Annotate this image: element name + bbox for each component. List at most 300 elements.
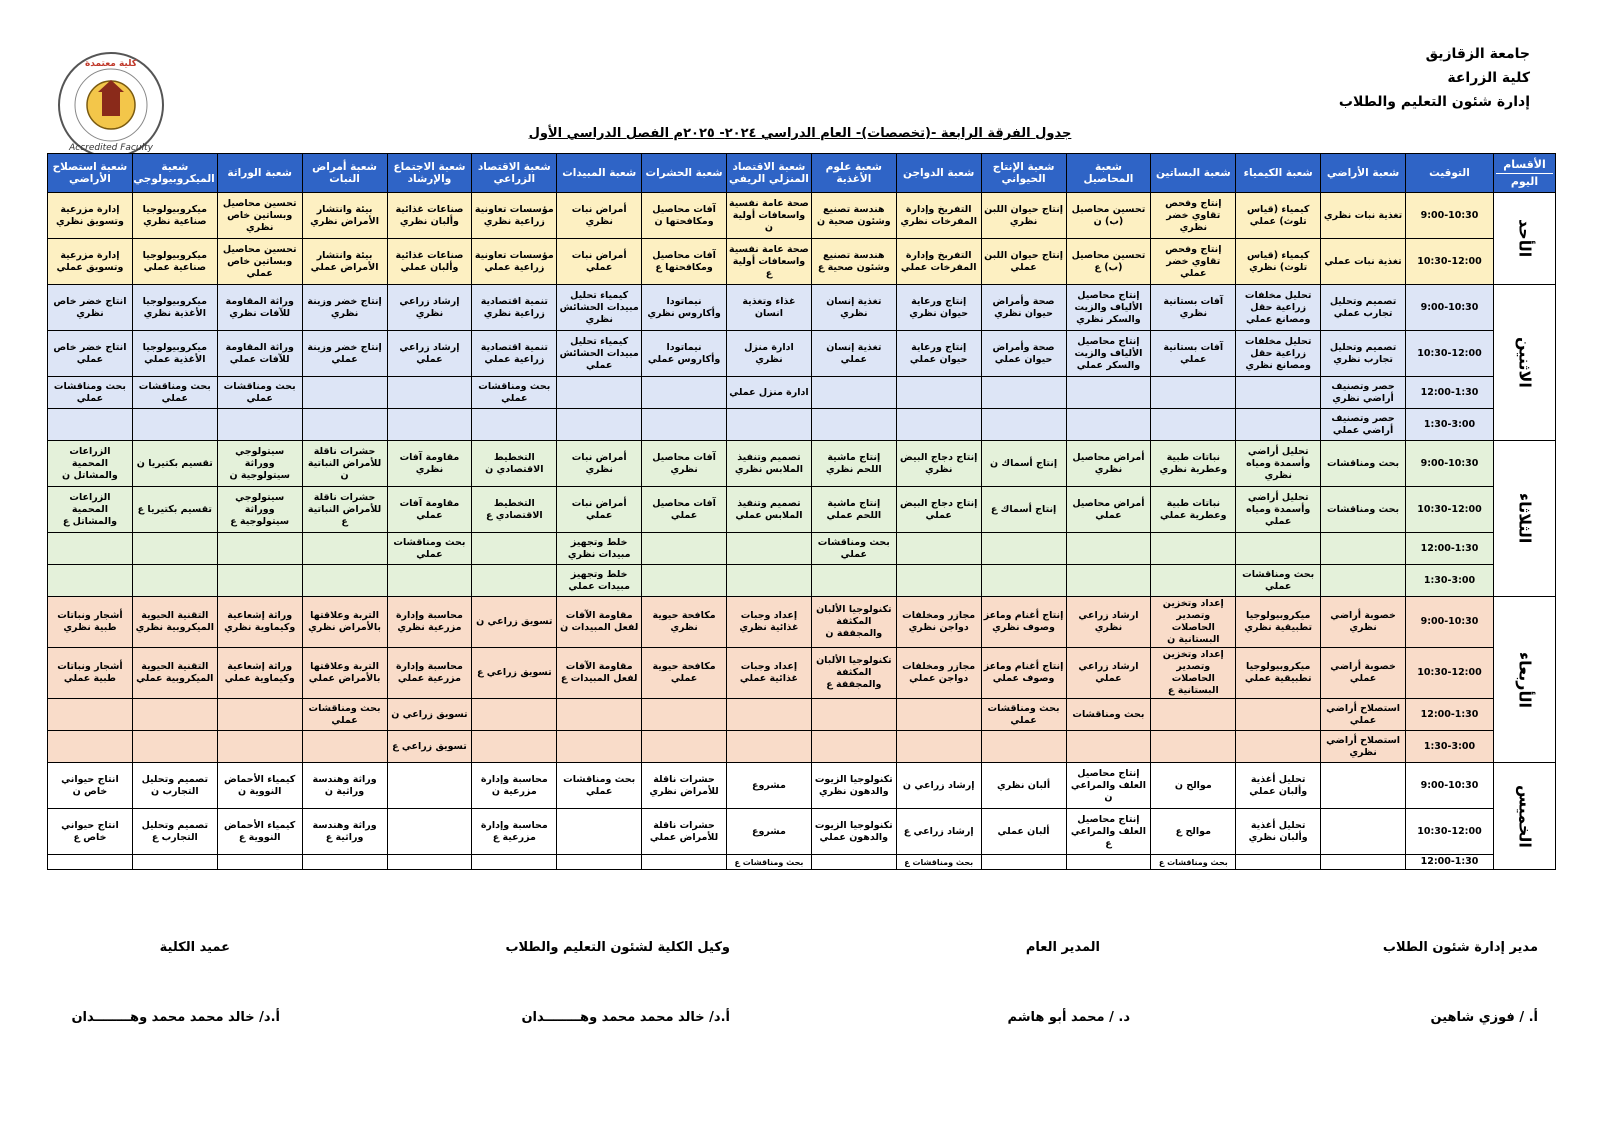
schedule-cell: بحث ومناقشات عملي [811,533,896,565]
schedule-cell: مشروع [727,809,812,855]
section-column-header: شعبة الميكروبيولوجي [132,154,217,193]
signature-title-students-affairs: مدير إدارة شئون الطلاب [1382,940,1538,955]
schedule-cell [217,533,302,565]
schedule-cell: تغذية إنسان نظري [811,285,896,331]
schedule-cell: تصميم وتحليل التجارب ن [132,763,217,809]
schedule-cell: التربة وعلاقتها بالأمراض نظري [302,597,387,648]
schedule-cell [302,533,387,565]
schedule-cell [132,731,217,763]
day-cell: الأربعاء [1494,597,1556,763]
section-column-header: شعبة البساتين [1151,154,1236,193]
section-column-header: شعبة الاقتصاد المنزلي الريفي [727,154,812,193]
schedule-cell: بحث ومناقشات ع [727,855,812,870]
schedule-cell [557,377,642,409]
section-column-header: شعبة الإنتاج الحيواني [981,154,1066,193]
schedule-cell: تصميم وتنفيذ الملابس نظري [727,441,812,487]
schedule-cell [811,409,896,441]
schedule-cell [302,409,387,441]
schedule-cell: مكافحة حيوية نظري [642,597,727,648]
schedule-cell [472,855,557,870]
schedule-cell: بيئة وانتشار الأمراض عملي [302,239,387,285]
schedule-cell: صناعات غذائية وألبان نظري [387,193,472,239]
schedule-cell [48,409,133,441]
schedule-cell: بحث ومناقشات عملي [387,533,472,565]
time-cell: 9:00-10:30 [1406,763,1494,809]
schedule-cell: إرشاد زراعي ن [896,763,981,809]
schedule-cell: بحث ومناقشات عملي [48,377,133,409]
logo-text-top: كلية معتمدة [84,59,138,69]
schedule-cell: إرشاد زراعي ع [896,809,981,855]
time-cell: 10:30-12:00 [1406,809,1494,855]
schedule-cell: محاسبة وإدارة مزرعية ع [472,809,557,855]
schedule-cell: محاسبة وإدارة مزرعية عملي [387,648,472,699]
schedule-cell: تحليل مخلفات زراعية حقل ومصانع عملي [1236,285,1321,331]
section-column-header: شعبة الاقتصاد الزراعي [472,154,557,193]
schedule-cell: إعداد وتخزين وتصدير الحاصلات البستانية ن [1151,597,1236,648]
schedule-cell: تصميم وتحليل التجارب ع [132,809,217,855]
section-column-header: شعبة المبيدات [557,154,642,193]
schedule-cell [811,377,896,409]
schedule-cell: ألبان نظري [981,763,1066,809]
schedule-cell: كيمياء الأحماض النووية ن [217,763,302,809]
schedule-cell: حشرات ناقلة للأمراض نظري [642,763,727,809]
time-cell: 12:00-1:30 [1406,533,1494,565]
schedule-cell [387,855,472,870]
schedule-cell: ميكروبيولوجيا الأغذية نظري [132,285,217,331]
schedule-table-wrapper [47,153,1555,870]
schedule-cell: تصميم وتنفيذ الملابس عملي [727,487,812,533]
schedule-cell [1236,699,1321,731]
schedule-cell: كيمياء (قياس تلوث) عملي [1236,193,1321,239]
table-row [48,597,1556,648]
schedule-cell [896,377,981,409]
schedule-cell: آفات محاصيل ومكافحتها ع [642,239,727,285]
schedule-cell [727,699,812,731]
schedule-cell [217,731,302,763]
table-row [48,487,1556,533]
schedule-cell [557,855,642,870]
schedule-cell [896,565,981,597]
schedule-cell [48,731,133,763]
schedule-cell: نباتات طبية وعطرية عملي [1151,487,1236,533]
table-row [48,648,1556,699]
schedule-cell: صحة عامة نفسية واسعافات أولية ع [727,239,812,285]
logo-text-bottom: Accredited Faculty [69,143,153,153]
schedule-cell: تسويق زراعي ع [387,731,472,763]
schedule-cell [1321,533,1406,565]
table-row [48,377,1556,409]
schedule-cell: حصر وتصنيف أراضي عملي [1321,409,1406,441]
schedule-cell: التخطيط الاقتصادي ع [472,487,557,533]
schedule-cell [387,565,472,597]
schedule-cell [132,409,217,441]
schedule-cell: تحسين محاصيل وبساتين خاص نظري [217,193,302,239]
signature-name-students-affairs: أ. / فوزي شاهين [1430,1010,1538,1025]
schedule-cell [1151,409,1236,441]
schedule-cell: وراثة المقاومة للآفات نظري [217,285,302,331]
schedule-cell: إنتاج أغنام وماعز وصوف نظري [981,597,1066,648]
schedule-cell [132,855,217,870]
schedule-cell [1151,565,1236,597]
schedule-cell: أمراض محاصيل عملي [1066,487,1151,533]
schedule-cell: هندسة تصنيع وشئون صحية ن [811,193,896,239]
schedule-cell: غذاء وتغذية انسان [727,285,812,331]
day-label: اليوم [1496,173,1553,188]
time-cell: 10:30-12:00 [1406,239,1494,285]
schedule-cell [642,409,727,441]
schedule-cell: أشجار ونباتات طبية عملي [48,648,133,699]
schedule-cell [896,533,981,565]
schedule-cell [557,699,642,731]
schedule-cell [387,409,472,441]
schedule-cell: تكنولوجيا الألبان المكثفة والمجففة ع [811,648,896,699]
table-row [48,731,1556,763]
schedule-cell [387,763,472,809]
schedule-cell [642,533,727,565]
schedule-cell: تغذية نبات عملي [1321,239,1406,285]
schedule-cell: ميكروبيولوجيا تطبيقية نظري [1236,597,1321,648]
schedule-cell: إدارة مزرعية وتسويق عملي [48,239,133,285]
schedule-cell: انتاج خضر خاص نظري [48,285,133,331]
signature-title-general-manager: المدير العام [1025,940,1100,955]
section-column-header: شعبة الحشرات [642,154,727,193]
schedule-cell [642,855,727,870]
schedule-cell [727,731,812,763]
schedule-cell: كيمياء تحليل مبيدات الحشائش عملي [557,331,642,377]
schedule-cell: تكنولوجيا الألبان المكثفة والمجففة ن [811,597,896,648]
schedule-cell [302,565,387,597]
schedule-cell: إنتاج حيوان اللبن عملي [981,239,1066,285]
schedule-cell: آفات محاصيل نظري [642,441,727,487]
schedule-cell: تسويق زراعي ن [387,699,472,731]
schedule-cell: حشرات ناقلة للأمراض عملي [642,809,727,855]
schedule-cell: تغذية نبات نظري [1321,193,1406,239]
sections-label: الأقسام [1503,157,1546,171]
schedule-cell: آفات بستانية عملي [1151,331,1236,377]
schedule-cell [302,731,387,763]
schedule-cell: تقسيم بكتيريا ع [132,487,217,533]
schedule-cell: محاسبة وإدارة مزرعية نظري [387,597,472,648]
schedule-cell: إنتاج محاصيل الألياف والزيت والسكر نظري [1066,285,1151,331]
schedule-cell: أشجار ونباتات طبية نظري [48,597,133,648]
schedule-cell [981,409,1066,441]
time-cell: 12:00-1:30 [1406,699,1494,731]
schedule-cell [1066,377,1151,409]
schedule-cell [1236,409,1321,441]
time-cell: 10:30-12:00 [1406,331,1494,377]
schedule-cell: تحسين محاصيل وبساتين خاص عملي [217,239,302,285]
table-row [48,285,1556,331]
schedule-cell: خلط وتجهيز مبيدات نظري [557,533,642,565]
table-row [48,533,1556,565]
schedule-cell: صحة وأمراض حيوان نظري [981,285,1066,331]
schedule-cell [48,565,133,597]
schedule-cell [1066,855,1151,870]
schedule-cell [981,565,1066,597]
time-column-header: التوقيت [1406,154,1494,193]
section-column-header: شعبة الوراثة [217,154,302,193]
schedule-cell [642,731,727,763]
schedule-cell: مؤسسات تعاونية زراعية عملي [472,239,557,285]
schedule-cell [811,731,896,763]
section-column-header: شعبة علوم الأغذية [811,154,896,193]
schedule-cell: كيمياء (قياس تلوث) نظري [1236,239,1321,285]
schedule-cell: محاسبة وإدارة مزرعية ن [472,763,557,809]
schedule-cell [302,855,387,870]
schedule-cell: إنتاج دجاج البيض نظري [896,441,981,487]
schedule-cell: تكنولوجيا الزيوت والدهون نظري [811,763,896,809]
schedule-cell: مكافحة حيوية عملي [642,648,727,699]
schedule-cell: ارشاد زراعي نظري [1066,597,1151,648]
schedule-cell: آفات بستانية نظري [1151,285,1236,331]
schedule-cell: وراثة المقاومة للآفات عملي [217,331,302,377]
schedule-cell: إنتاج محاصيل العلف والمراعي ع [1066,809,1151,855]
schedule-cell: خلط وتجهيز مبيدات عملي [557,565,642,597]
schedule-cell [217,565,302,597]
schedule-cell: هندسة تصنيع وشئون صحية ع [811,239,896,285]
schedule-cell: ألبان عملي [981,809,1066,855]
day-cell: الاثنين [1494,285,1556,441]
schedule-cell: نباتات طبية وعطرية نظري [1151,441,1236,487]
schedule-cell [896,409,981,441]
schedule-cell: تنمية اقتصادية زراعية نظري [472,285,557,331]
schedule-cell [48,855,133,870]
signature-name-dean: أ.د/ خالد محمد محمد وهــــــــدان [71,1010,280,1025]
schedule-cell: سيتولوجي ووراثة سيتولوجية ع [217,487,302,533]
schedule-cell [1151,377,1236,409]
schedule-cell: تغذية إنسان عملي [811,331,896,377]
schedule-cell: إرشاد زراعي عملي [387,331,472,377]
schedule-cell [557,731,642,763]
schedule-cell: بحث ومناقشات [1066,699,1151,731]
schedule-cell: بحث ومناقشات ع [1151,855,1236,870]
schedule-cell: آفات محاصيل عملي [642,487,727,533]
faculty-name: كلية الزراعة [1447,70,1530,86]
table-row [48,441,1556,487]
table-row [48,855,1556,870]
schedule-cell [302,377,387,409]
day-cell: الثلاثاء [1494,441,1556,597]
section-column-header: شعبة أمراض النبات [302,154,387,193]
schedule-cell: إنتاج دجاج البيض عملي [896,487,981,533]
schedule-cell: ميكروبيولوجيا تطبيقية عملي [1236,648,1321,699]
table-row [48,763,1556,809]
page-header [1339,42,1530,114]
schedule-cell [217,699,302,731]
schedule-cell: التربة وعلاقتها بالأمراض عملي [302,648,387,699]
schedule-cell: استصلاح أراضي عملي [1321,699,1406,731]
schedule-cell: الزراعات المحمية والمشاتل ع [48,487,133,533]
schedule-cell: إنتاج وفحص تقاوي خضر عملي [1151,239,1236,285]
schedule-cell: حصر وتصنيف أراضي نظري [1321,377,1406,409]
schedule-cell: مجازر ومخلفات دواجن عملي [896,648,981,699]
schedule-cell: كيمياء الأحماض النووية ع [217,809,302,855]
schedule-cell: تحسين محاصيل (ب) ن [1066,193,1151,239]
schedule-cell [811,699,896,731]
schedule-cell [642,565,727,597]
table-row [48,193,1556,239]
schedule-cell [727,533,812,565]
schedule-cell: بحث ومناقشات عملي [217,377,302,409]
schedule-cell [472,565,557,597]
schedule-cell: مجازر ومخلفات دواجن نظري [896,597,981,648]
section-column-header: شعبة الأراضي [1321,154,1406,193]
schedule-cell: ميكروبيولوجيا صناعية نظري [132,193,217,239]
schedule-cell: مؤسسات تعاونية زراعية نظري [472,193,557,239]
schedule-cell: انتاج حيواني خاص ن [48,763,133,809]
university-name: جامعة الزقازيق [1425,46,1530,62]
schedule-cell: وراثة إشعاعية وكيماوية نظري [217,597,302,648]
schedule-cell: تسويق زراعي ن [472,597,557,648]
schedule-cell: الزراعات المحمية والمشاتل ن [48,441,133,487]
schedule-cell: مقاومة آفات عملي [387,487,472,533]
schedule-cell: إنتاج أسماك ع [981,487,1066,533]
schedule-cell: التفريخ وإدارة المفرخات نظري [896,193,981,239]
schedule-cell [1151,533,1236,565]
schedule-cell [557,409,642,441]
schedule-cell [1066,533,1151,565]
schedule-cell [981,855,1066,870]
schedule-cell: إنتاج أسماك ن [981,441,1066,487]
schedule-cell [1236,377,1321,409]
schedule-cell [472,409,557,441]
schedule-cell: إنتاج محاصيل الألياف والزيت والسكر عملي [1066,331,1151,377]
time-cell: 1:30-3:00 [1406,409,1494,441]
schedule-cell: نيماتودا وأكاروس نظري [642,285,727,331]
signature-name-vice-dean: أ.د/ خالد محمد محمد وهــــــــدان [521,1010,730,1025]
schedule-cell: ادارة منزل عملي [727,377,812,409]
schedule-cell: مقاومة الآفات لفعل المبيدات ع [557,648,642,699]
schedule-cell: تقسيم بكتيريا ن [132,441,217,487]
schedule-cell: إعداد وجبات غذائية عملي [727,648,812,699]
schedule-cell [132,533,217,565]
schedule-cell: مقاومة آفات نظري [387,441,472,487]
schedule-cell [896,699,981,731]
signature-name-general-manager: د. / محمد أبو هاشم [1007,1010,1130,1025]
schedule-cell: كيمياء تحليل مبيدات الحشائش نظري [557,285,642,331]
table-row [48,565,1556,597]
schedule-cell [1151,731,1236,763]
day-cell: الخميس [1494,763,1556,870]
schedule-cell: إنتاج وفحص تقاوي خضر نظري [1151,193,1236,239]
schedule-cell [48,699,133,731]
schedule-cell: بحث ومناقشات عملي [557,763,642,809]
section-column-header: شعبة الكيمياء [1236,154,1321,193]
schedule-cell [472,699,557,731]
schedule-cell [1066,409,1151,441]
schedule-cell: تسويق زراعي ع [472,648,557,699]
time-cell: 10:30-12:00 [1406,648,1494,699]
schedule-cell: أمراض نبات نظري [557,441,642,487]
schedule-cell: ادارة منزل نظري [727,331,812,377]
faculty-logo [56,50,166,160]
schedule-cell: مشروع [727,763,812,809]
schedule-cell: إنتاج ورعاية حيوان عملي [896,331,981,377]
schedule-cell: بيئة وانتشار الأمراض نظري [302,193,387,239]
schedule-cell [1236,731,1321,763]
time-cell: 10:30-12:00 [1406,487,1494,533]
time-cell: 9:00-10:30 [1406,597,1494,648]
schedule-cell: انتاج خضر خاص عملي [48,331,133,377]
schedule-cell: ميكروبيولوجيا صناعية عملي [132,239,217,285]
schedule-cell: حشرات ناقلة للأمراض النباتية ع [302,487,387,533]
section-column-header: شعبة استصلاح الأراضي [48,154,133,193]
schedule-cell: إنتاج أغنام وماعز وصوف عملي [981,648,1066,699]
signature-title-vice-dean: وكيل الكلية لشئون التعليم والطلاب [505,940,730,955]
time-cell: 9:00-10:30 [1406,193,1494,239]
schedule-cell: نيماتودا وأكاروس عملي [642,331,727,377]
section-column-header: شعبة الدواجن [896,154,981,193]
time-cell: 1:30-3:00 [1406,565,1494,597]
schedule-cell [472,533,557,565]
schedule-cell: إنتاج ورعاية حيوان نظري [896,285,981,331]
schedule-table [47,153,1556,870]
schedule-cell [981,731,1066,763]
schedule-cell: بحث ومناقشات عملي [981,699,1066,731]
schedule-cell [48,533,133,565]
schedule-cell [132,699,217,731]
schedule-cell [1321,855,1406,870]
schedule-cell: بحث ومناقشات ع [896,855,981,870]
schedule-cell: إعداد وتخزين وتصدير الحاصلات البستانية ع [1151,648,1236,699]
time-cell: 12:00-1:30 [1406,855,1494,870]
schedule-cell: خصوبة أراضي نظري [1321,597,1406,648]
schedule-cell: بحث ومناقشات عملي [132,377,217,409]
schedule-cell: تحليل أغذية وألبان عملي [1236,763,1321,809]
schedule-cell [217,409,302,441]
schedule-cell [981,377,1066,409]
schedule-cell: إدارة مزرعية وتسويق نظري [48,193,133,239]
schedule-cell [1066,565,1151,597]
schedule-cell: إنتاج ماشية اللحم نظري [811,441,896,487]
schedule-cell: وراثة إشعاعية وكيماوية عملي [217,648,302,699]
schedule-cell [1321,565,1406,597]
table-header-row [48,154,1556,193]
schedule-cell: انتاج حيواني خاص ع [48,809,133,855]
schedule-cell: تكنولوجيا الزيوت والدهون عملي [811,809,896,855]
schedule-cell: بحث ومناقشات عملي [302,699,387,731]
time-cell: 1:30-3:00 [1406,731,1494,763]
schedule-cell: أمراض نبات نظري [557,193,642,239]
schedule-cell: وراثة وهندسة وراثية ع [302,809,387,855]
schedule-cell [387,809,472,855]
table-row [48,239,1556,285]
schedule-cell: التفريخ وإدارة المفرخات عملي [896,239,981,285]
schedule-cell: تصميم وتحليل تجارب عملي [1321,285,1406,331]
schedule-cell: التقنية الحيوية الميكروبية نظري [132,597,217,648]
schedule-cell: بحث ومناقشات [1321,487,1406,533]
schedule-cell [387,377,472,409]
schedule-cell: صحة عامة نفسية واسعافات أولية ن [727,193,812,239]
schedule-cell: التقنية الحيوية الميكروبية عملي [132,648,217,699]
schedule-cell: صناعات غذائية وألبان عملي [387,239,472,285]
schedule-cell: ميكروبيولوجيا الأغذية عملي [132,331,217,377]
schedule-cell: بحث ومناقشات [1321,441,1406,487]
schedule-cell [132,565,217,597]
day-cell: الأحد [1494,193,1556,285]
schedule-cell [557,809,642,855]
page-title: جدول الفرقة الرابعة -(تخصصات)- العام الدراسي ٢٠٢٤- ٢٠٢٥م الفصل الدراسي الأول [528,126,1072,141]
schedule-cell: أمراض محاصيل نظري [1066,441,1151,487]
schedule-cell: صحة وأمراض حيوان عملي [981,331,1066,377]
time-cell: 9:00-10:30 [1406,441,1494,487]
schedule-cell: إنتاج خضر وزينة نظري [302,285,387,331]
schedule-cell [472,731,557,763]
schedule-cell [1321,763,1406,809]
schedule-cell: أمراض نبات عملي [557,239,642,285]
schedule-cell: بحث ومناقشات عملي [1236,565,1321,597]
schedule-cell [1151,699,1236,731]
